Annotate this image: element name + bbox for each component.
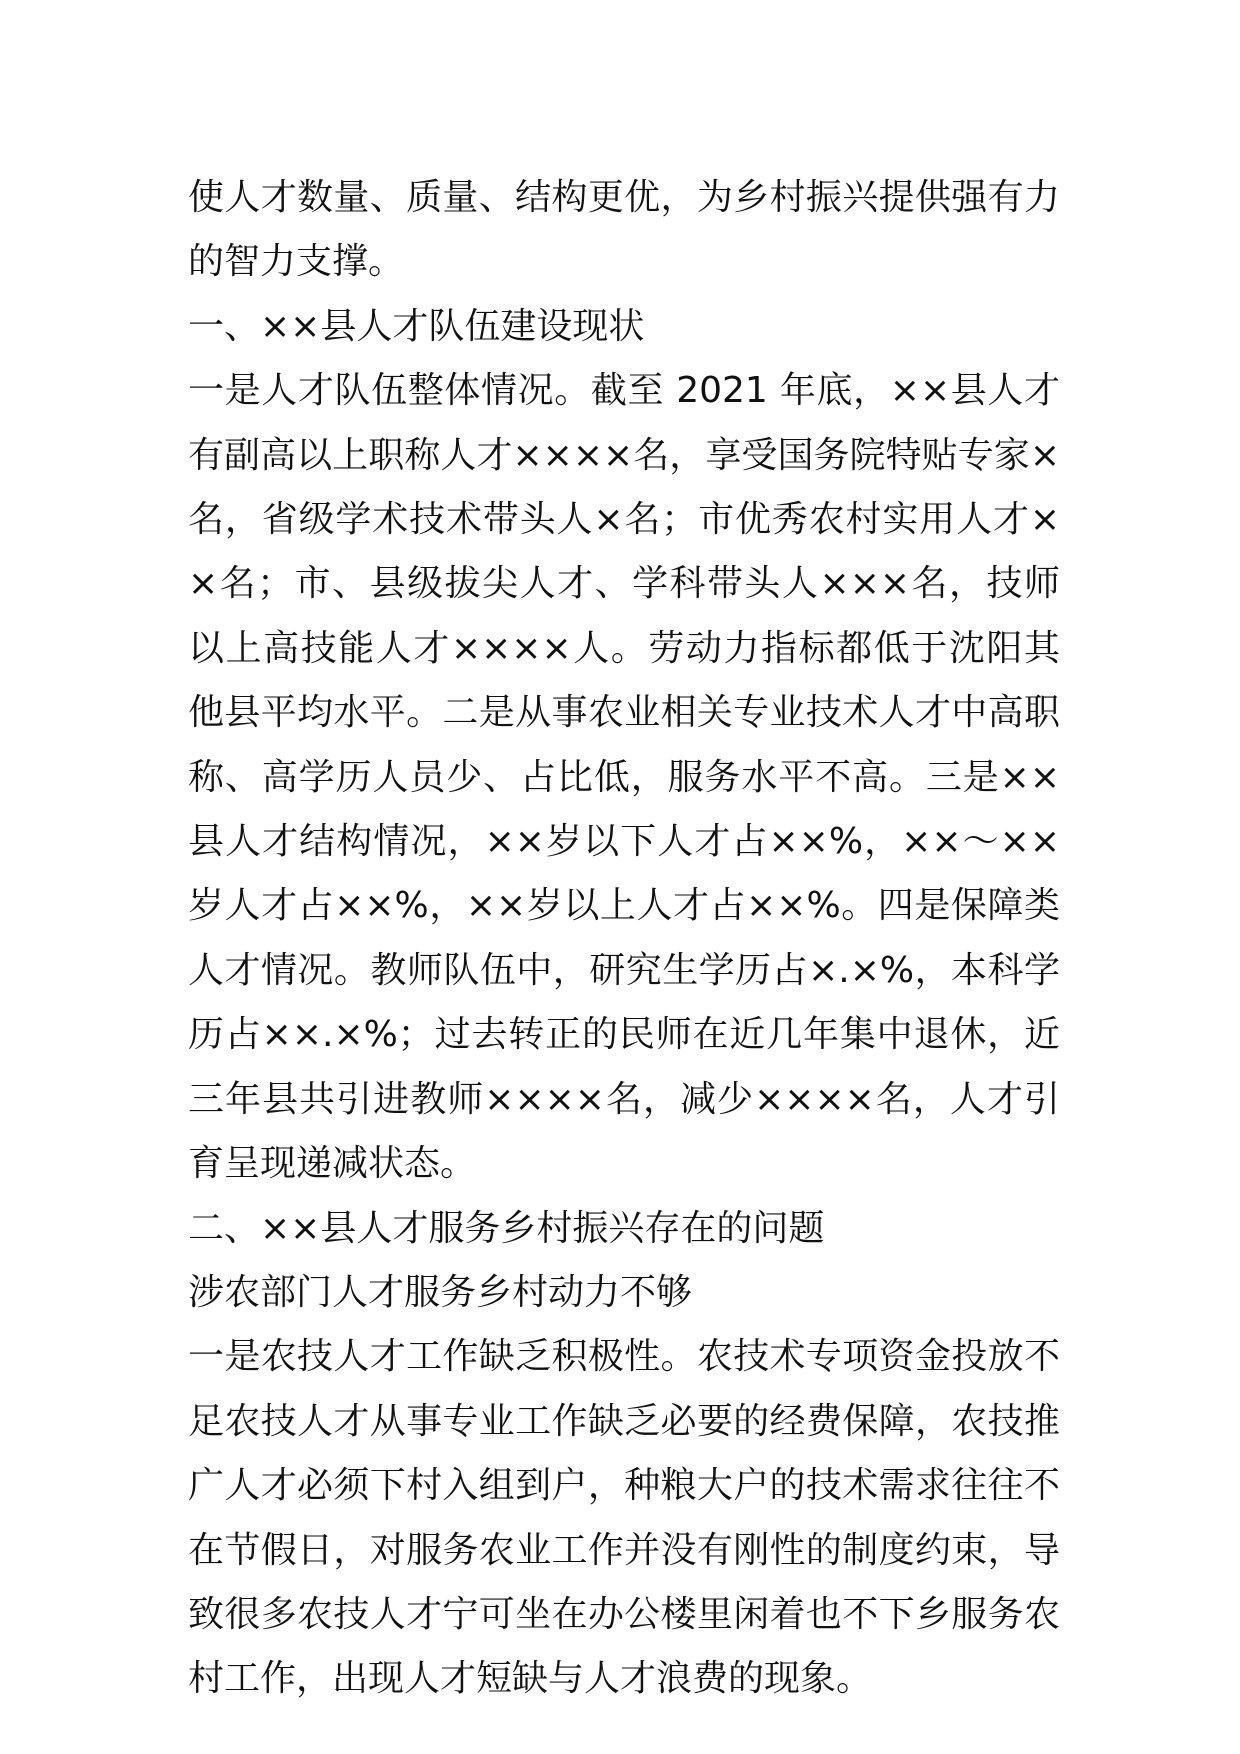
document-body <box>188 166 1060 1712</box>
subsection-heading: 涉农部门人才服务乡村动力不够 <box>188 1271 693 1313</box>
section-1-paragraph: 一是人才队伍整体情况。截至 2021 年底，××县人才有副高以上职称人才××××名，享受国务院特贴专家×名，省级学术技术带头人×名；市优秀农村实用人才××名；市、县级拔尖人才、学科带头人×××名，技师以上高技能人才××××人。劳动力指标都低于沈阳其他县平均水平。二是从事农业相关专业技术人才中高职称、高学历人员少、占比低，服务水平不高。三是××县人才结构情况，××岁以下人才占××%，××～××岁人才占××%，××岁以上人才占××%。四是保障类人才情况。教师队伍中，研究生学历占×.×%，本科学历占××.×%；过去转正的民师在近几年集中退休，近三年县共引进教师××××名，减少××××名，人才引育呈现递减状态。 <box>188 370 1060 1185</box>
intro-paragraph: 使人才数量、质量、结构更优，为乡村振兴提供强有力的智力支撑。 <box>188 177 1060 283</box>
section-heading-1: 一、××县人才队伍建设现状 <box>188 305 645 347</box>
section-heading-2: 二、××县人才服务乡村振兴存在的问题 <box>188 1207 825 1249</box>
subsection-paragraph: 一是农技人才工作缺乏积极性。农技术专项资金投放不足农技人才从事专业工作缺乏必要的经费保障，农技推广人才必须下村入组到户，种粮大户的技术需求往往不在节假日，对服务农业工作并没有刚性的制度约束，导致很多农技人才宁可坐在办公楼里闲着也不下乡服务农村工作，出现人才短缺与人才浪费的现象。 <box>188 1336 1060 1700</box>
